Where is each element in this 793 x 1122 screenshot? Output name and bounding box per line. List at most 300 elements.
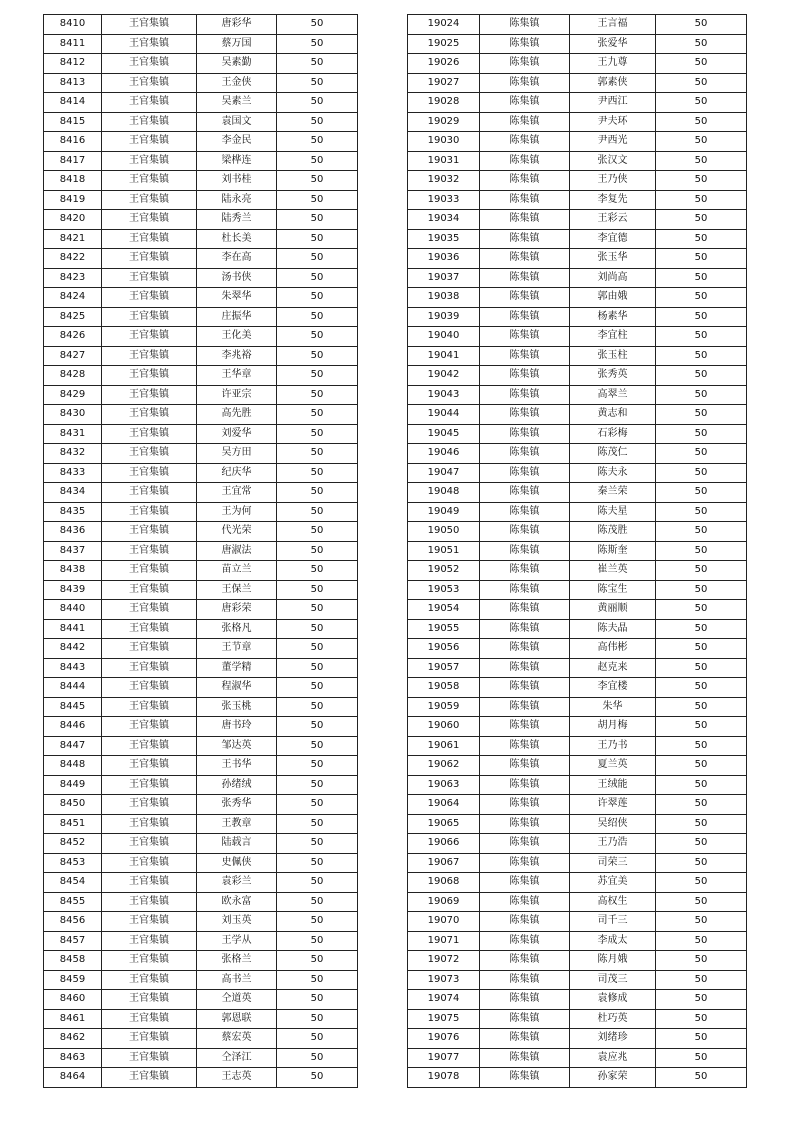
table-row — [408, 580, 747, 600]
row-number-cell: 19054 — [408, 600, 480, 620]
row-number-cell: 19049 — [408, 502, 480, 522]
name-cell: 苏宜美 — [570, 873, 656, 893]
town-cell: 王官集镇 — [102, 951, 197, 971]
row-number-cell: 19067 — [408, 853, 480, 873]
name-cell: 李复先 — [570, 190, 656, 210]
table-row — [408, 678, 747, 698]
name-cell: 黄丽顺 — [570, 600, 656, 620]
row-number-cell: 19050 — [408, 522, 480, 542]
table-row — [408, 424, 747, 444]
town-cell: 王官集镇 — [102, 307, 197, 327]
table-row — [408, 600, 747, 620]
row-number-cell: 8410 — [44, 15, 102, 35]
amount-cell: 50 — [656, 600, 747, 620]
table-row — [408, 346, 747, 366]
town-cell: 陈集镇 — [480, 795, 570, 815]
table-row — [408, 912, 747, 932]
amount-cell: 50 — [277, 561, 358, 581]
table-row — [408, 327, 747, 347]
row-number-cell: 8450 — [44, 795, 102, 815]
town-cell: 王官集镇 — [102, 385, 197, 405]
town-cell: 王官集镇 — [102, 717, 197, 737]
amount-cell: 50 — [277, 990, 358, 1010]
town-cell: 陈集镇 — [480, 151, 570, 171]
town-cell: 陈集镇 — [480, 288, 570, 308]
table-row — [408, 15, 747, 35]
row-number-cell: 8451 — [44, 814, 102, 834]
name-cell: 王绒能 — [570, 775, 656, 795]
town-cell: 王官集镇 — [102, 190, 197, 210]
amount-cell: 50 — [656, 171, 747, 191]
row-number-cell: 19024 — [408, 15, 480, 35]
row-number-cell: 8414 — [44, 93, 102, 113]
amount-cell: 50 — [656, 249, 747, 269]
name-cell: 陈茂仁 — [570, 444, 656, 464]
table-row — [408, 639, 747, 659]
table-row — [44, 132, 358, 152]
name-cell: 崔兰英 — [570, 561, 656, 581]
table-row — [44, 814, 358, 834]
amount-cell: 50 — [277, 268, 358, 288]
amount-cell: 50 — [277, 697, 358, 717]
town-cell: 王官集镇 — [102, 34, 197, 54]
row-number-cell: 8462 — [44, 1029, 102, 1049]
amount-cell: 50 — [656, 795, 747, 815]
town-cell: 陈集镇 — [480, 249, 570, 269]
amount-cell: 50 — [277, 756, 358, 776]
town-cell: 王官集镇 — [102, 346, 197, 366]
town-cell: 王官集镇 — [102, 54, 197, 74]
amount-cell: 50 — [277, 619, 358, 639]
amount-cell: 50 — [656, 678, 747, 698]
roster-table-body — [408, 15, 747, 1088]
table-row — [408, 307, 747, 327]
town-cell: 王官集镇 — [102, 678, 197, 698]
row-number-cell: 19048 — [408, 483, 480, 503]
name-cell: 袁应兆 — [570, 1048, 656, 1068]
name-cell: 郭恩联 — [197, 1009, 277, 1029]
town-cell: 陈集镇 — [480, 970, 570, 990]
town-cell: 陈集镇 — [480, 853, 570, 873]
town-cell: 王官集镇 — [102, 15, 197, 35]
table-row — [408, 444, 747, 464]
table-row — [408, 190, 747, 210]
table-row — [44, 1068, 358, 1088]
row-number-cell: 8460 — [44, 990, 102, 1010]
table-row — [408, 658, 747, 678]
amount-cell: 50 — [656, 1068, 747, 1088]
name-cell: 张爱华 — [570, 34, 656, 54]
row-number-cell: 19057 — [408, 658, 480, 678]
table-row — [408, 249, 747, 269]
row-number-cell: 19035 — [408, 229, 480, 249]
row-number-cell: 8438 — [44, 561, 102, 581]
table-row — [44, 522, 358, 542]
name-cell: 欧永富 — [197, 892, 277, 912]
town-cell: 王官集镇 — [102, 658, 197, 678]
table-row — [44, 483, 358, 503]
amount-cell: 50 — [277, 951, 358, 971]
table-row — [408, 1009, 747, 1029]
table-row — [44, 502, 358, 522]
name-cell: 袁国文 — [197, 112, 277, 132]
name-cell: 张秀英 — [570, 366, 656, 386]
town-cell: 王官集镇 — [102, 171, 197, 191]
amount-cell: 50 — [277, 639, 358, 659]
town-cell: 陈集镇 — [480, 405, 570, 425]
amount-cell: 50 — [277, 93, 358, 113]
table-row — [44, 795, 358, 815]
row-number-cell: 19056 — [408, 639, 480, 659]
name-cell: 李宜楼 — [570, 678, 656, 698]
town-cell: 陈集镇 — [480, 15, 570, 35]
name-cell: 李金民 — [197, 132, 277, 152]
name-cell: 陈月娥 — [570, 951, 656, 971]
town-cell: 王官集镇 — [102, 463, 197, 483]
table-row — [408, 717, 747, 737]
town-cell: 王官集镇 — [102, 288, 197, 308]
name-cell: 王乃浩 — [570, 834, 656, 854]
town-cell: 陈集镇 — [480, 522, 570, 542]
town-cell: 王官集镇 — [102, 892, 197, 912]
name-cell: 尹西江 — [570, 93, 656, 113]
town-cell: 陈集镇 — [480, 717, 570, 737]
name-cell: 王言福 — [570, 15, 656, 35]
amount-cell: 50 — [277, 210, 358, 230]
name-cell: 孙绪绒 — [197, 775, 277, 795]
name-cell: 王化美 — [197, 327, 277, 347]
name-cell: 梁桦连 — [197, 151, 277, 171]
name-cell: 李在高 — [197, 249, 277, 269]
name-cell: 仝泽江 — [197, 1048, 277, 1068]
amount-cell: 50 — [656, 502, 747, 522]
name-cell: 杨素华 — [570, 307, 656, 327]
name-cell: 王彩云 — [570, 210, 656, 230]
table-row — [44, 736, 358, 756]
amount-cell: 50 — [277, 327, 358, 347]
amount-cell: 50 — [656, 34, 747, 54]
table-row — [44, 580, 358, 600]
row-number-cell: 19061 — [408, 736, 480, 756]
town-cell: 王官集镇 — [102, 1009, 197, 1029]
name-cell: 汤书侠 — [197, 268, 277, 288]
town-cell: 陈集镇 — [480, 990, 570, 1010]
table-row — [408, 853, 747, 873]
amount-cell: 50 — [656, 288, 747, 308]
amount-cell: 50 — [277, 1068, 358, 1088]
table-row — [44, 288, 358, 308]
name-cell: 陈夫晶 — [570, 619, 656, 639]
town-cell: 王官集镇 — [102, 619, 197, 639]
town-cell: 陈集镇 — [480, 619, 570, 639]
table-row — [44, 1048, 358, 1068]
name-cell: 蔡宏英 — [197, 1029, 277, 1049]
table-row — [44, 892, 358, 912]
name-cell: 王教章 — [197, 814, 277, 834]
row-number-cell: 8459 — [44, 970, 102, 990]
amount-cell: 50 — [277, 912, 358, 932]
table-row — [408, 522, 747, 542]
town-cell: 陈集镇 — [480, 873, 570, 893]
table-row — [44, 34, 358, 54]
table-row — [408, 171, 747, 191]
table-row — [44, 678, 358, 698]
town-cell: 王官集镇 — [102, 697, 197, 717]
row-number-cell: 8437 — [44, 541, 102, 561]
name-cell: 蔡万国 — [197, 34, 277, 54]
amount-cell: 50 — [277, 34, 358, 54]
row-number-cell: 19060 — [408, 717, 480, 737]
table-row — [44, 15, 358, 35]
name-cell: 陈夫星 — [570, 502, 656, 522]
town-cell: 陈集镇 — [480, 73, 570, 93]
table-row — [44, 639, 358, 659]
table-row — [408, 756, 747, 776]
row-number-cell: 8464 — [44, 1068, 102, 1088]
table-row — [408, 268, 747, 288]
row-number-cell: 8448 — [44, 756, 102, 776]
name-cell: 郭由娥 — [570, 288, 656, 308]
table-row — [408, 288, 747, 308]
amount-cell: 50 — [656, 756, 747, 776]
amount-cell: 50 — [277, 288, 358, 308]
row-number-cell: 8454 — [44, 873, 102, 893]
name-cell: 高权生 — [570, 892, 656, 912]
name-cell: 王乃侠 — [570, 171, 656, 191]
row-number-cell: 19025 — [408, 34, 480, 54]
row-number-cell: 8463 — [44, 1048, 102, 1068]
table-row — [44, 73, 358, 93]
table-row — [44, 463, 358, 483]
town-cell: 王官集镇 — [102, 424, 197, 444]
row-number-cell: 8452 — [44, 834, 102, 854]
roster-table-body — [44, 15, 358, 1088]
amount-cell: 50 — [656, 619, 747, 639]
town-cell: 陈集镇 — [480, 346, 570, 366]
amount-cell: 50 — [656, 990, 747, 1010]
town-cell: 陈集镇 — [480, 658, 570, 678]
name-cell: 刘绪珍 — [570, 1029, 656, 1049]
row-number-cell: 19063 — [408, 775, 480, 795]
amount-cell: 50 — [277, 15, 358, 35]
town-cell: 王官集镇 — [102, 366, 197, 386]
table-row — [408, 229, 747, 249]
town-cell: 陈集镇 — [480, 1068, 570, 1088]
row-number-cell: 19064 — [408, 795, 480, 815]
row-number-cell: 8446 — [44, 717, 102, 737]
town-cell: 王官集镇 — [102, 132, 197, 152]
amount-cell: 50 — [656, 873, 747, 893]
name-cell: 高伟彬 — [570, 639, 656, 659]
amount-cell: 50 — [656, 951, 747, 971]
amount-cell: 50 — [277, 834, 358, 854]
row-number-cell: 19051 — [408, 541, 480, 561]
name-cell: 刘书桂 — [197, 171, 277, 191]
amount-cell: 50 — [656, 1009, 747, 1029]
town-cell: 陈集镇 — [480, 600, 570, 620]
name-cell: 李宜柱 — [570, 327, 656, 347]
row-number-cell: 8419 — [44, 190, 102, 210]
table-row — [408, 697, 747, 717]
amount-cell: 50 — [656, 444, 747, 464]
row-number-cell: 19052 — [408, 561, 480, 581]
row-number-cell: 19066 — [408, 834, 480, 854]
table-row — [408, 73, 747, 93]
row-number-cell: 8434 — [44, 483, 102, 503]
name-cell: 高翠兰 — [570, 385, 656, 405]
table-row — [44, 151, 358, 171]
table-row — [408, 951, 747, 971]
town-cell: 陈集镇 — [480, 112, 570, 132]
table-row — [408, 541, 747, 561]
name-cell: 王保兰 — [197, 580, 277, 600]
amount-cell: 50 — [277, 385, 358, 405]
town-cell: 王官集镇 — [102, 970, 197, 990]
table-row — [44, 873, 358, 893]
roster-table-right — [407, 14, 747, 1088]
name-cell: 张玉华 — [570, 249, 656, 269]
row-number-cell: 19046 — [408, 444, 480, 464]
name-cell: 高先胜 — [197, 405, 277, 425]
row-number-cell: 19042 — [408, 366, 480, 386]
table-row — [44, 619, 358, 639]
row-number-cell: 8418 — [44, 171, 102, 191]
row-number-cell: 19073 — [408, 970, 480, 990]
table-row — [44, 210, 358, 230]
name-cell: 杜巧英 — [570, 1009, 656, 1029]
name-cell: 邹达英 — [197, 736, 277, 756]
table-row — [408, 366, 747, 386]
name-cell: 尹夫环 — [570, 112, 656, 132]
row-number-cell: 19076 — [408, 1029, 480, 1049]
row-number-cell: 19068 — [408, 873, 480, 893]
amount-cell: 50 — [277, 580, 358, 600]
row-number-cell: 19078 — [408, 1068, 480, 1088]
amount-cell: 50 — [656, 639, 747, 659]
name-cell: 胡月梅 — [570, 717, 656, 737]
amount-cell: 50 — [277, 366, 358, 386]
name-cell: 苗立兰 — [197, 561, 277, 581]
town-cell: 陈集镇 — [480, 327, 570, 347]
town-cell: 王官集镇 — [102, 775, 197, 795]
town-cell: 王官集镇 — [102, 639, 197, 659]
amount-cell: 50 — [656, 580, 747, 600]
table-row — [408, 775, 747, 795]
row-number-cell: 19058 — [408, 678, 480, 698]
row-number-cell: 8425 — [44, 307, 102, 327]
amount-cell: 50 — [277, 600, 358, 620]
amount-cell: 50 — [277, 405, 358, 425]
name-cell: 王宜常 — [197, 483, 277, 503]
town-cell: 陈集镇 — [480, 385, 570, 405]
town-cell: 王官集镇 — [102, 522, 197, 542]
name-cell: 尹西光 — [570, 132, 656, 152]
row-number-cell: 8411 — [44, 34, 102, 54]
amount-cell: 50 — [277, 931, 358, 951]
row-number-cell: 19027 — [408, 73, 480, 93]
town-cell: 陈集镇 — [480, 502, 570, 522]
town-cell: 王官集镇 — [102, 1029, 197, 1049]
table-row — [408, 619, 747, 639]
town-cell: 王官集镇 — [102, 873, 197, 893]
amount-cell: 50 — [277, 658, 358, 678]
name-cell: 唐彩华 — [197, 15, 277, 35]
name-cell: 王节章 — [197, 639, 277, 659]
row-number-cell: 19038 — [408, 288, 480, 308]
amount-cell: 50 — [277, 873, 358, 893]
town-cell: 陈集镇 — [480, 93, 570, 113]
row-number-cell: 8445 — [44, 697, 102, 717]
table-row — [408, 502, 747, 522]
name-cell: 李兆裕 — [197, 346, 277, 366]
amount-cell: 50 — [656, 561, 747, 581]
table-row — [44, 912, 358, 932]
amount-cell: 50 — [656, 210, 747, 230]
amount-cell: 50 — [277, 424, 358, 444]
amount-cell: 50 — [277, 346, 358, 366]
row-number-cell: 19031 — [408, 151, 480, 171]
town-cell: 王官集镇 — [102, 795, 197, 815]
row-number-cell: 8426 — [44, 327, 102, 347]
amount-cell: 50 — [656, 853, 747, 873]
amount-cell: 50 — [277, 717, 358, 737]
amount-cell: 50 — [656, 112, 747, 132]
row-number-cell: 8443 — [44, 658, 102, 678]
amount-cell: 50 — [656, 327, 747, 347]
row-number-cell: 8439 — [44, 580, 102, 600]
table-row — [44, 190, 358, 210]
name-cell: 史佩侠 — [197, 853, 277, 873]
town-cell: 陈集镇 — [480, 775, 570, 795]
table-row — [408, 34, 747, 54]
town-cell: 陈集镇 — [480, 483, 570, 503]
town-cell: 王官集镇 — [102, 327, 197, 347]
row-number-cell: 19040 — [408, 327, 480, 347]
table-row — [408, 93, 747, 113]
town-cell: 陈集镇 — [480, 697, 570, 717]
name-cell: 董学精 — [197, 658, 277, 678]
row-number-cell: 8422 — [44, 249, 102, 269]
town-cell: 王官集镇 — [102, 990, 197, 1010]
town-cell: 王官集镇 — [102, 483, 197, 503]
name-cell: 王金侠 — [197, 73, 277, 93]
name-cell: 王为何 — [197, 502, 277, 522]
name-cell: 唐彩荣 — [197, 600, 277, 620]
row-number-cell: 19030 — [408, 132, 480, 152]
row-number-cell: 19034 — [408, 210, 480, 230]
town-cell: 陈集镇 — [480, 1048, 570, 1068]
row-number-cell: 8447 — [44, 736, 102, 756]
town-cell: 王官集镇 — [102, 853, 197, 873]
name-cell: 代光荣 — [197, 522, 277, 542]
name-cell: 秦兰荣 — [570, 483, 656, 503]
town-cell: 王官集镇 — [102, 600, 197, 620]
amount-cell: 50 — [656, 931, 747, 951]
name-cell: 张汉文 — [570, 151, 656, 171]
amount-cell: 50 — [277, 307, 358, 327]
row-number-cell: 8412 — [44, 54, 102, 74]
amount-cell: 50 — [277, 229, 358, 249]
name-cell: 孙家荣 — [570, 1068, 656, 1088]
name-cell: 朱翠华 — [197, 288, 277, 308]
row-number-cell: 8420 — [44, 210, 102, 230]
row-number-cell: 19032 — [408, 171, 480, 191]
name-cell: 司千三 — [570, 912, 656, 932]
name-cell: 袁彩兰 — [197, 873, 277, 893]
amount-cell: 50 — [277, 151, 358, 171]
amount-cell: 50 — [656, 541, 747, 561]
amount-cell: 50 — [656, 268, 747, 288]
